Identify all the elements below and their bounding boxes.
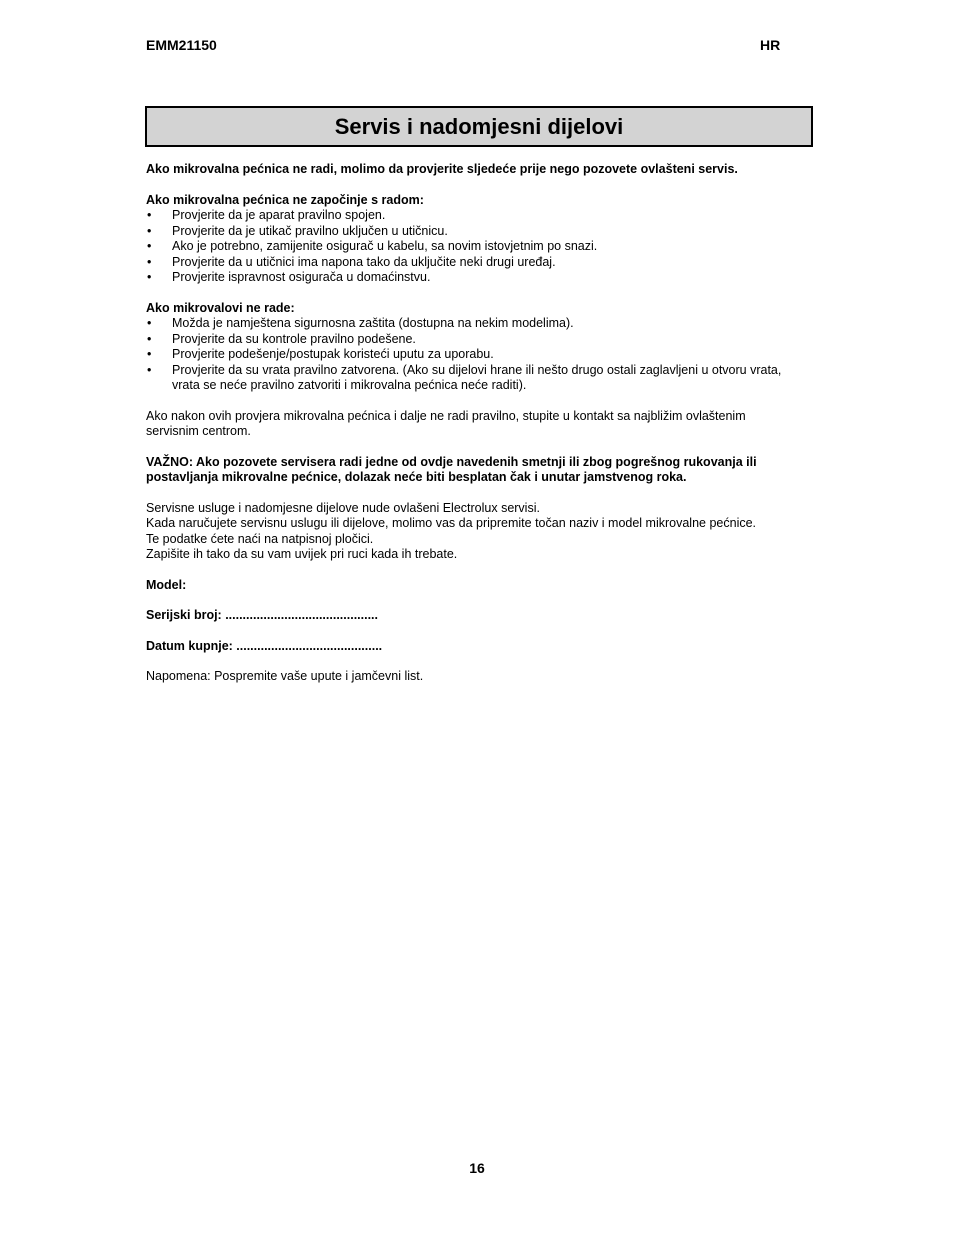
list-item: • Provjerite da u utičnici ima napona tako da uključite neki drugi uređaj.: [146, 255, 801, 271]
model-field: Model:: [146, 577, 187, 592]
header-language: HR: [760, 37, 781, 53]
note-text: Napomena: Pospremite vaše upute i jamčevni list.: [146, 669, 424, 683]
header-model: EMM21150: [146, 37, 217, 53]
list-item: • Provjerite da je aparat pravilno spojen.: [146, 208, 801, 224]
list-item: • Provjerite da su vrata pravilno zatvorena. (Ako su dijelovi hrane ili nešto drugo ostali zaglavljeni u otvoru vrata, vrata se neće pravilno zatvoriti i mikrovalna pećnica neće raditi).: [146, 363, 801, 394]
service-line: Kada naručujete servisnu uslugu ili dijelove, molimo vas da pripremite točan naziv i model mikrovalne pećnice.: [146, 516, 757, 530]
serial-number-field: Serijski broj: ............................................: [146, 608, 379, 622]
list-item: • Provjerite podešenje/postupak koristeći uputu za uporabu.: [146, 347, 801, 363]
intro-text: Ako mikrovalna pećnica ne radi, molimo da provjerite sljedeće prije nego pozovete ovlašteni servis.: [146, 162, 738, 176]
service-line: Te podatke ćete naći na natpisnoj pločici.: [146, 531, 374, 546]
service-line: Servisne usluge i nadomjesne dijelove nude ovlašeni Electrolux servisi.: [146, 500, 540, 515]
list-item: • Ako je potrebno, zamijenite osigurač u kabelu, sa novim istovjetnim po snazi.: [146, 239, 801, 255]
checklist-no-start: [146, 208, 801, 286]
list-item: • Možda je namještena sigurnosna zaštita (dostupna na nekim modelima).: [146, 316, 801, 332]
title-box: [145, 106, 813, 147]
section-heading-no-start: Ako mikrovalna pećnica ne započinje s radom:: [146, 192, 424, 207]
list-item: • Provjerite ispravnost osigurača u domaćinstvu.: [146, 270, 801, 286]
list-item: • Provjerite da je utikač pravilno uključen u utičnicu.: [146, 224, 801, 240]
list-item: • Provjerite da su kontrole pravilno podešene.: [146, 332, 801, 348]
document-body: [146, 162, 801, 685]
page-number: 16: [469, 1160, 485, 1176]
page-title: Servis i nadomjesni dijelovi: [334, 113, 624, 139]
service-line: Zapišite ih tako da su vam uvijek pri ruci kada ih trebate.: [146, 547, 458, 561]
contact-text: Ako nakon ovih provjera mikrovalna pećnica i dalje ne radi pravilno, stupite u kontakt sa najbližim ovlaštenim servisnim centrom.: [146, 408, 746, 438]
purchase-date-field: Datum kupnje: ..........................................: [146, 638, 383, 653]
section-heading-no-microwaves: Ako mikrovalovi ne rade:: [146, 300, 295, 315]
important-notice: VAŽNO: Ako pozovete servisera radi jedne od ovdje navedenih smetnji ili zbog pogrešnog rukovanja ili postavljanja mikrovalne pećnice, dolazak neće biti besplatan čak i unutar jamstvenog roka.: [146, 454, 757, 484]
checklist-no-microwaves: [146, 316, 801, 394]
